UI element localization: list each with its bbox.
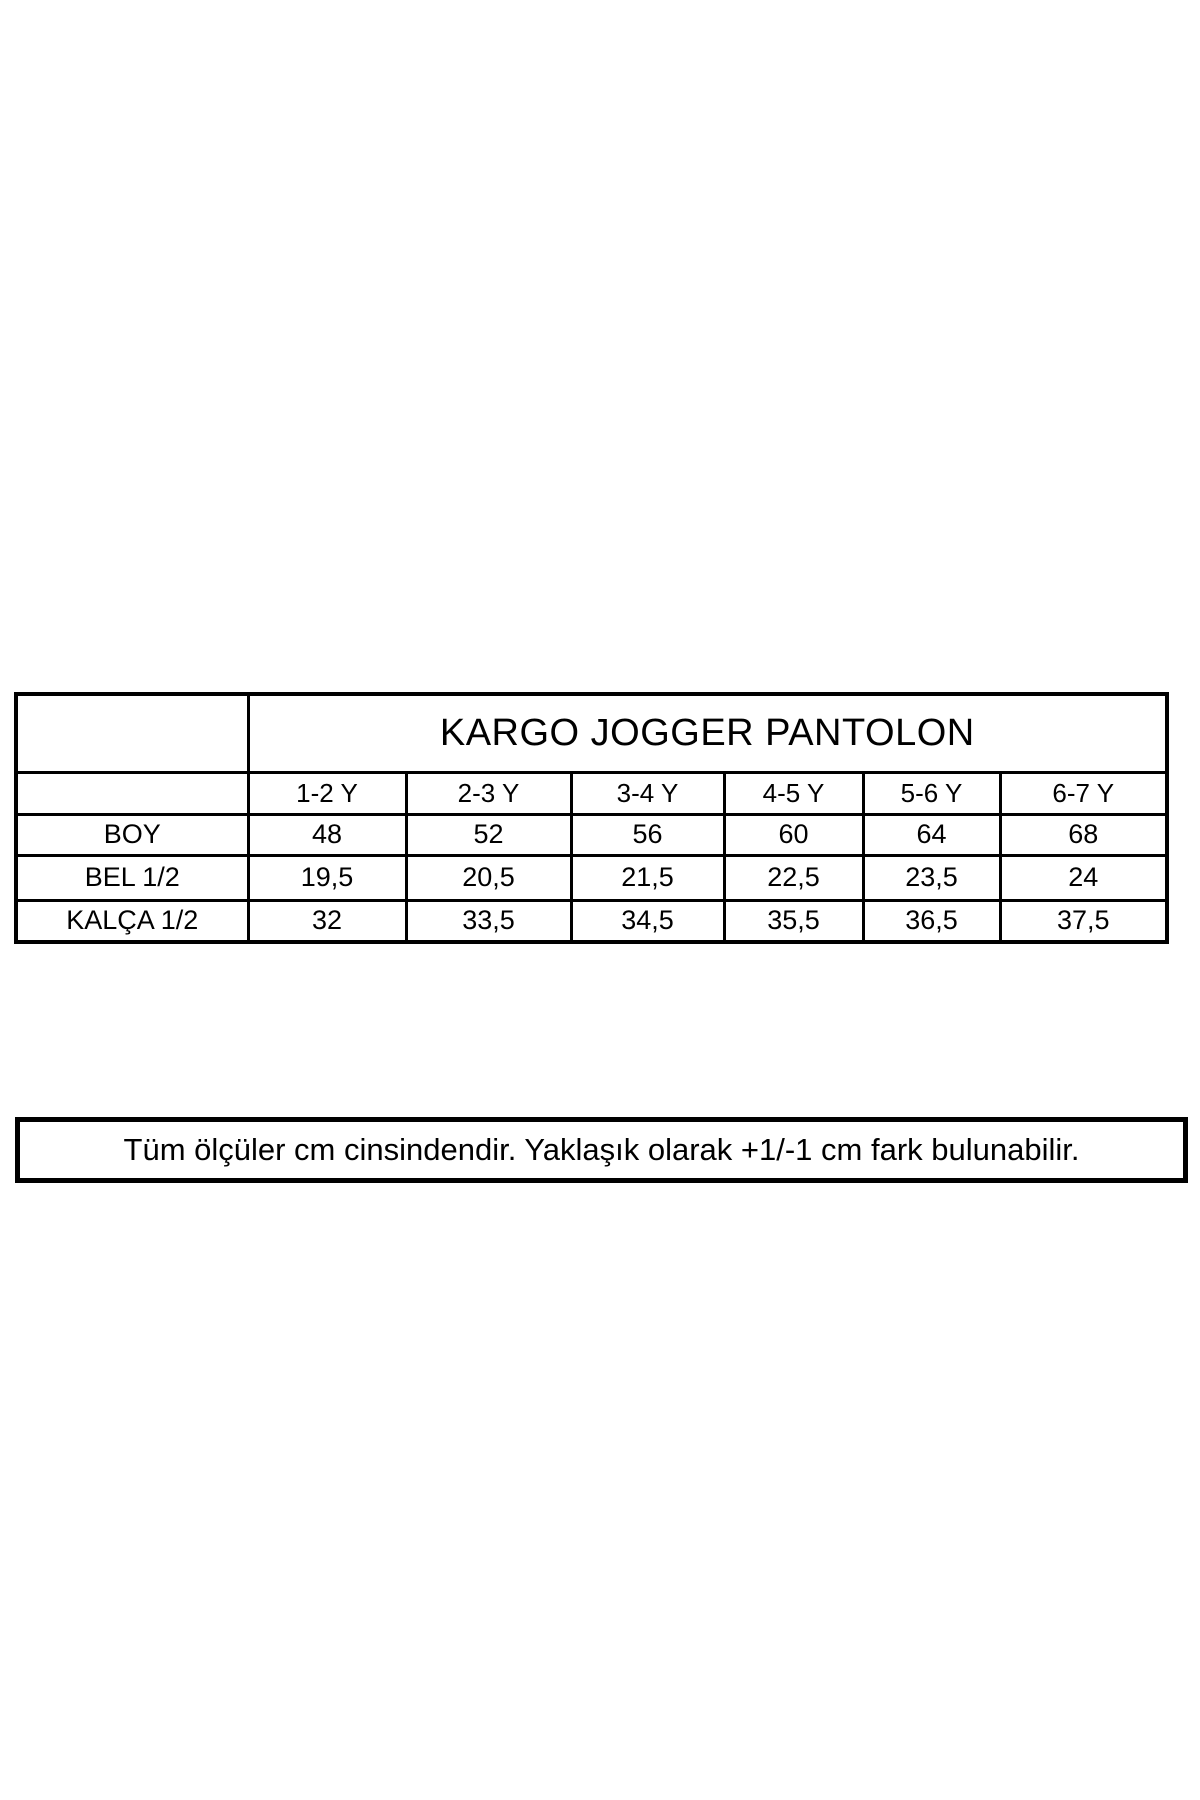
table-cell: 19,5 bbox=[248, 855, 406, 900]
table-cell: 34,5 bbox=[571, 900, 724, 942]
size-header-4-5y: 4-5 Y bbox=[724, 772, 863, 814]
table-row-boy bbox=[16, 814, 1167, 855]
size-header-3-4y: 3-4 Y bbox=[571, 772, 724, 814]
row-label-kalca: KALÇA 1/2 bbox=[16, 900, 248, 942]
table-row-kalca bbox=[16, 900, 1167, 942]
size-header-6-7y: 6-7 Y bbox=[1000, 772, 1167, 814]
table-cell: 37,5 bbox=[1000, 900, 1167, 942]
table-cell: 35,5 bbox=[724, 900, 863, 942]
table-cell: 56 bbox=[571, 814, 724, 855]
table-cell: 32 bbox=[248, 900, 406, 942]
table-cell: 22,5 bbox=[724, 855, 863, 900]
table-corner-cell bbox=[16, 694, 248, 772]
table-cell: 33,5 bbox=[406, 900, 571, 942]
table-cell: 60 bbox=[724, 814, 863, 855]
table-corner-cell-lower bbox=[16, 772, 248, 814]
table-cell: 64 bbox=[863, 814, 1000, 855]
table-title: KARGO JOGGER PANTOLON bbox=[248, 694, 1167, 772]
table-row-bel bbox=[16, 855, 1167, 900]
table-size-header-row bbox=[16, 772, 1167, 814]
row-label-boy: BOY bbox=[16, 814, 248, 855]
table-title-row bbox=[16, 694, 1167, 772]
size-header-1-2y: 1-2 Y bbox=[248, 772, 406, 814]
table-cell: 24 bbox=[1000, 855, 1167, 900]
table-cell: 52 bbox=[406, 814, 571, 855]
table-cell: 48 bbox=[248, 814, 406, 855]
measurement-note-box bbox=[15, 1117, 1188, 1183]
table-cell: 36,5 bbox=[863, 900, 1000, 942]
size-header-2-3y: 2-3 Y bbox=[406, 772, 571, 814]
table-cell: 20,5 bbox=[406, 855, 571, 900]
row-label-bel: BEL 1/2 bbox=[16, 855, 248, 900]
size-chart-table bbox=[14, 692, 1169, 944]
table-cell: 23,5 bbox=[863, 855, 1000, 900]
measurement-note-text: Tüm ölçüler cm cinsindendir. Yaklaşık olarak +1/-1 cm fark bulunabilir. bbox=[123, 1132, 1080, 1167]
size-header-5-6y: 5-6 Y bbox=[863, 772, 1000, 814]
table-cell: 68 bbox=[1000, 814, 1167, 855]
table-cell: 21,5 bbox=[571, 855, 724, 900]
